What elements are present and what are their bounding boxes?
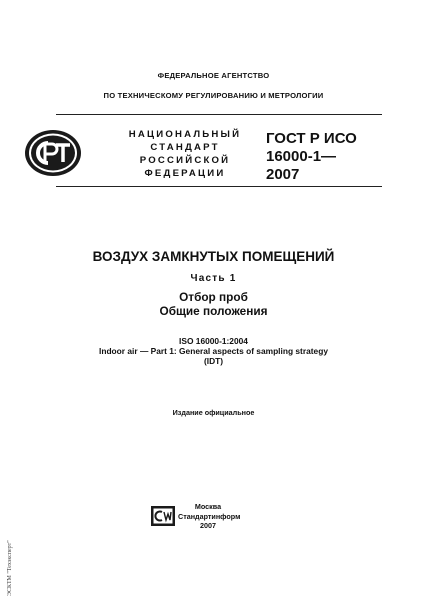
iso-english-title: Indoor air — Part 1: General aspects of sampling strategy xyxy=(99,346,328,356)
designation-line1: ГОСТ Р ИСО xyxy=(266,130,357,147)
standard-type-line2: СТАНДАРТ xyxy=(150,142,220,153)
top-divider xyxy=(56,114,382,115)
standard-designation xyxy=(266,130,396,184)
standard-type-line4: ФЕДЕРАЦИИ xyxy=(144,168,226,179)
publisher-city: Москва xyxy=(194,502,222,511)
publisher-name: Стандартинформ xyxy=(178,511,241,521)
agency-name-line2: ПО ТЕХНИЧЕСКОМУ РЕГУЛИРОВАНИЮ И МЕТРОЛОГИИ xyxy=(103,91,324,100)
iso-number: ISO 16000-1:2004 xyxy=(179,336,248,346)
national-standard-label xyxy=(110,128,260,180)
publisher-info xyxy=(178,502,241,531)
edition-label: Издание официальное xyxy=(172,408,255,417)
rst-gost-logo-icon xyxy=(23,128,83,178)
standard-type-line1: НАЦИОНАЛЬНЫЙ xyxy=(128,129,242,140)
publisher-year: 2007 xyxy=(200,521,216,530)
document-title: ВОЗДУХ ЗАМКНУТЫХ ПОМЕЩЕНИЙ xyxy=(92,249,335,264)
subtitle-line1: Отбор проб xyxy=(179,290,248,304)
designation-line2: 16000-1— xyxy=(266,148,337,165)
part-number: Часть 1 xyxy=(190,273,237,284)
agency-name-line1: ФЕДЕРАЛЬНОЕ АГЕНТСТВО xyxy=(157,71,270,80)
standard-type-line3: РОССИЙСКОЙ xyxy=(139,155,231,166)
side-watermark-note: ЭСКТМ "Техэксперт" xyxy=(7,540,13,596)
designation-line3: 2007 xyxy=(266,166,300,183)
standartinform-logo-icon xyxy=(150,505,176,527)
iso-equivalence: (IDT) xyxy=(203,356,224,366)
bottom-divider xyxy=(56,186,382,187)
subtitle-line2: Общие положения xyxy=(159,304,268,318)
